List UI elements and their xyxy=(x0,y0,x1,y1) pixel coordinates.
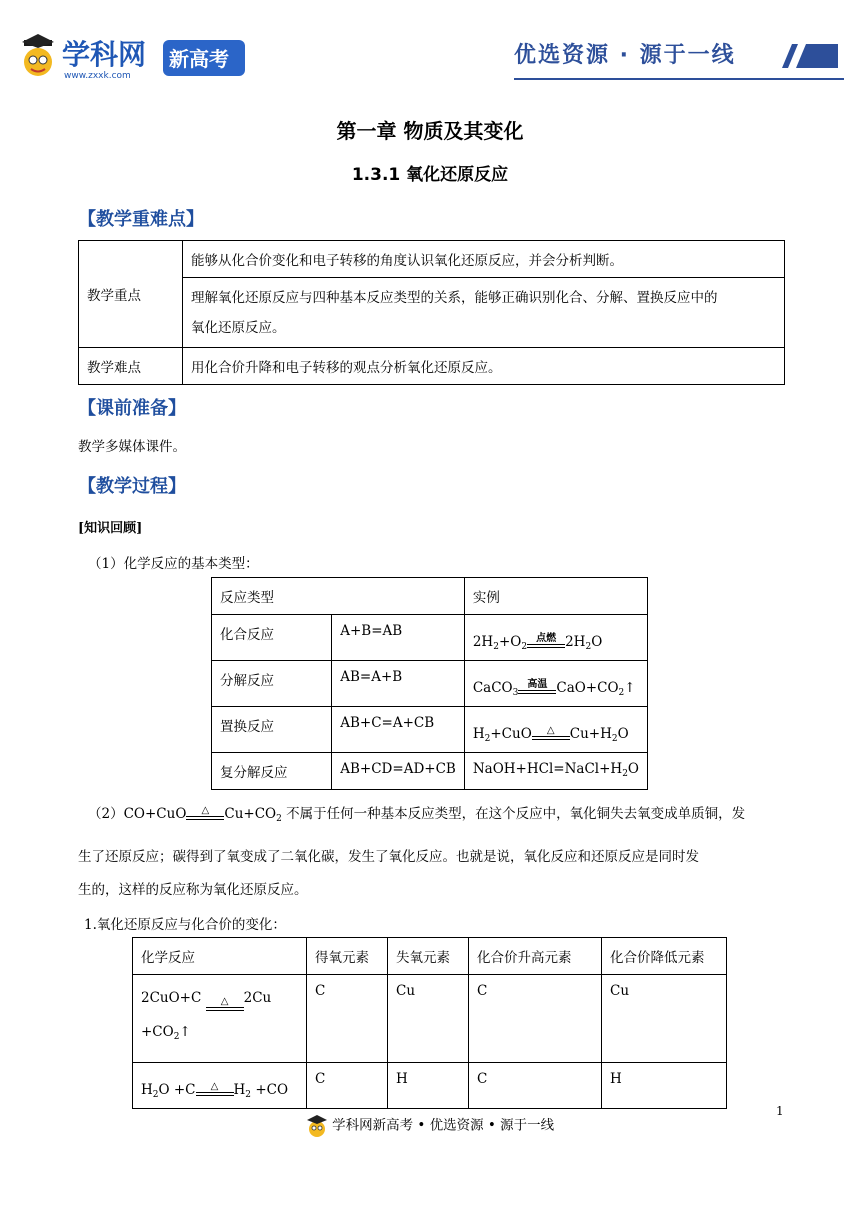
row-example: CaCO$_3$ 高温 $CaO+CO_2↑$ xyxy=(464,661,647,707)
logo-text: 学科网 xyxy=(62,38,147,71)
th-reaction: 化学反应 xyxy=(133,938,307,975)
item-1-text: （1）化学反应的基本类型： xyxy=(88,556,259,572)
item-2-line-2: 生了还原反应；碳得到了氧变成了二氧化碳，发生了氧化反应。也就是说，氧化反应和还原反应是同时发 xyxy=(78,849,699,865)
key-point-2: 理解氧化还原反应与四种基本反应类型的关系，能够正确识别化合、分解、置换反应中的 氧化还原反应。 xyxy=(183,278,785,348)
cell: C xyxy=(307,975,388,1063)
reaction-types-table xyxy=(211,577,648,790)
row-formula: AB+C=A+CB xyxy=(332,707,465,753)
th-valence-down: 化合价降低元素 xyxy=(602,938,727,975)
lesson-title: 1.3.1 氧化还原反应 xyxy=(351,165,509,185)
key-label-cell: 教学重点 xyxy=(79,241,183,348)
header-slogan xyxy=(514,38,854,78)
row-formula: AB+CD=AD+CB xyxy=(332,753,465,790)
cell: Cu xyxy=(388,975,469,1063)
row-type: 置换反应 xyxy=(212,707,332,753)
th-reaction-type: 反应类型 xyxy=(212,578,465,615)
th-valence-up: 化合价升高元素 xyxy=(469,938,602,975)
th-example: 实例 xyxy=(464,578,647,615)
item-3-text: 1.氧化还原反应与化合价的变化： xyxy=(84,917,286,933)
row-example: $H_2+CuO$ △ $Cu+H_2O$ xyxy=(464,707,647,753)
key-points-table xyxy=(78,240,785,385)
section-heading-key-points: 【教学重难点】 xyxy=(78,209,204,230)
section-heading-preparation: 【课前准备】 xyxy=(78,398,186,419)
item-2-line-3: 生的，这样的反应称为氧化还原反应。 xyxy=(78,882,308,898)
row-type: 分解反应 xyxy=(212,661,332,707)
th-lose-oxygen: 失氧元素 xyxy=(388,938,469,975)
row-type: 复分解反应 xyxy=(212,753,332,790)
section-heading-process: 【教学过程】 xyxy=(78,476,186,497)
site-logo xyxy=(18,28,248,84)
cell: H xyxy=(388,1063,469,1109)
slash-decoration-icon xyxy=(782,44,842,68)
preparation-text: 教学多媒体课件。 xyxy=(78,439,186,455)
slogan-text: 优选资源 · 源于一线 xyxy=(514,43,736,68)
logo-badge: 新高考 xyxy=(169,47,229,71)
cell: C xyxy=(469,1063,602,1109)
header-rule xyxy=(514,78,844,80)
valence-change-table xyxy=(132,937,727,1109)
key-point-1: 能够从化合价变化和电子转移的角度认识氧化还原反应，并会分析判断。 xyxy=(183,241,785,278)
difficulty-point-1: 用化合价升降和电子转移的观点分析氧化还原反应。 xyxy=(183,348,785,385)
cell: H xyxy=(602,1063,727,1109)
row-formula: AB=A+B xyxy=(332,661,465,707)
th-gain-oxygen: 得氧元素 xyxy=(307,938,388,975)
logo-url: www.zxxk.com xyxy=(64,71,131,81)
cell: C xyxy=(307,1063,388,1109)
footer-text: 学科网新高考 • 优选资源 • 源于一线 xyxy=(332,1117,555,1134)
row-formula: A+B=AB xyxy=(332,615,465,661)
chapter-title: 第一章 物质及其变化 xyxy=(336,119,524,143)
item-2-line-1: （2）CO+CuO △ $Cu+CO_2$ 不属于任何一种基本反应类型，在这个反应中，氧化铜失去氧变成单质铜，发 xyxy=(88,805,746,824)
page-number: 1 xyxy=(776,1104,784,1118)
row-type: 化合反应 xyxy=(212,615,332,661)
review-label: [知识回顾] xyxy=(78,521,143,536)
row-example: $NaOH+HCl=NaCl+H_2O$ xyxy=(464,753,647,790)
difficulty-label-cell: 教学难点 xyxy=(79,348,183,385)
reaction-cell: $H_2O +C$ △ $H_2 +CO$ xyxy=(133,1063,307,1109)
mascot-icon xyxy=(306,1113,328,1139)
reaction-cell: 2CuO+C △ 2Cu $+CO_2↑$ xyxy=(133,975,307,1063)
row-example: $2H_2+O_2$ 点燃 $2H_2O$ xyxy=(464,615,647,661)
cell: Cu xyxy=(602,975,727,1063)
footer xyxy=(0,1113,860,1139)
cell: C xyxy=(469,975,602,1063)
